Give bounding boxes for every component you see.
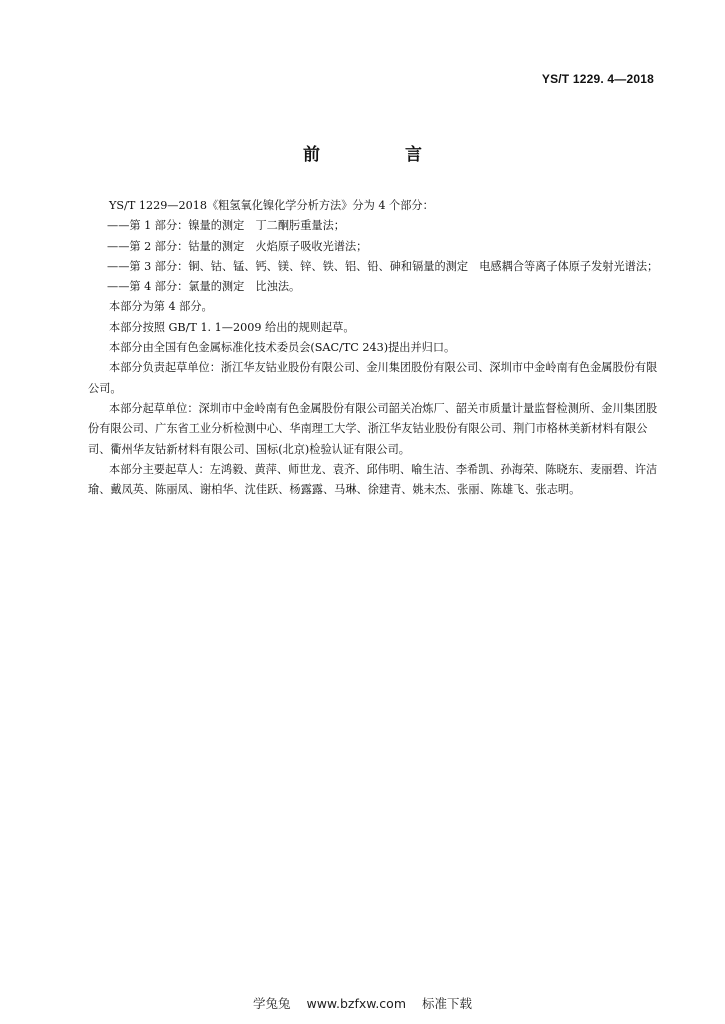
responsible-drafting-units: 本部分负责起草单位：浙江华友钴业股份有限公司、金川集团股份有限公司、深圳市中金岭南有色金属股份有限公司。 bbox=[88, 361, 658, 395]
footer-site-url[interactable]: www.bzfxw.com bbox=[306, 996, 407, 1011]
drafting-rules: 本部分按照 GB/T 1. 1—2009 给出的规则起草。 bbox=[109, 320, 355, 334]
part-4-item: ——第 4 部分：氯量的测定 比浊法。 bbox=[107, 280, 301, 294]
part-1-item: ——第 1 部分：镍量的测定 丁二酮肟重量法； bbox=[107, 219, 345, 233]
drafting-units: 本部分起草单位：深圳市中金岭南有色金属股份有限公司韶关冶炼厂、韶关市质量计量监督检测所、金川集团股份有限公司、广东省工业分析检测中心、华南理工大学、浙江华友钴业股份有限公司、荆门市格林美新材料有限公司、衢州华友钴新材料有限公司、国标(北京)检验认证有限公司。 bbox=[88, 401, 658, 456]
foreword-body bbox=[88, 196, 661, 500]
part-2-item: ——第 2 部分：钴量的测定 火焰原子吸收光谱法； bbox=[107, 239, 368, 253]
main-drafters: 本部分主要起草人：左鸿毅、黄萍、师世龙、袁齐、邱伟明、喻生洁、李希凯、孙海荣、陈晓东、麦丽碧、许洁瑜、戴凤英、陈丽凤、谢柏华、沈佳跃、杨露露、马琳、徐建青、姚未杰、张丽、陈雄飞、张志明。 bbox=[88, 462, 658, 497]
proposing-committee: 本部分由全国有色金属标准化技术委员会(SAC/TC 243)提出并归口。 bbox=[109, 341, 456, 355]
part-3-item: ——第 3 部分：铜、钴、锰、钙、镁、锌、铁、铝、铅、砷和镉量的测定 电感耦合等离子体原子发射光谱法； bbox=[107, 259, 659, 273]
footer-site-tag: 标准下载 bbox=[422, 996, 473, 1011]
document-code: YS/T 1229. 4—2018 bbox=[541, 72, 654, 86]
footer-site-name: 学兔兔 bbox=[252, 996, 291, 1011]
intro-paragraph: YS/T 1229—2018《粗氢氧化镍化学分析方法》分为 4 个部分： bbox=[109, 199, 434, 212]
footer-watermark bbox=[0, 994, 725, 1012]
page-title: 前 言 bbox=[303, 145, 456, 165]
part-statement: 本部分为第 4 部分。 bbox=[109, 300, 213, 314]
